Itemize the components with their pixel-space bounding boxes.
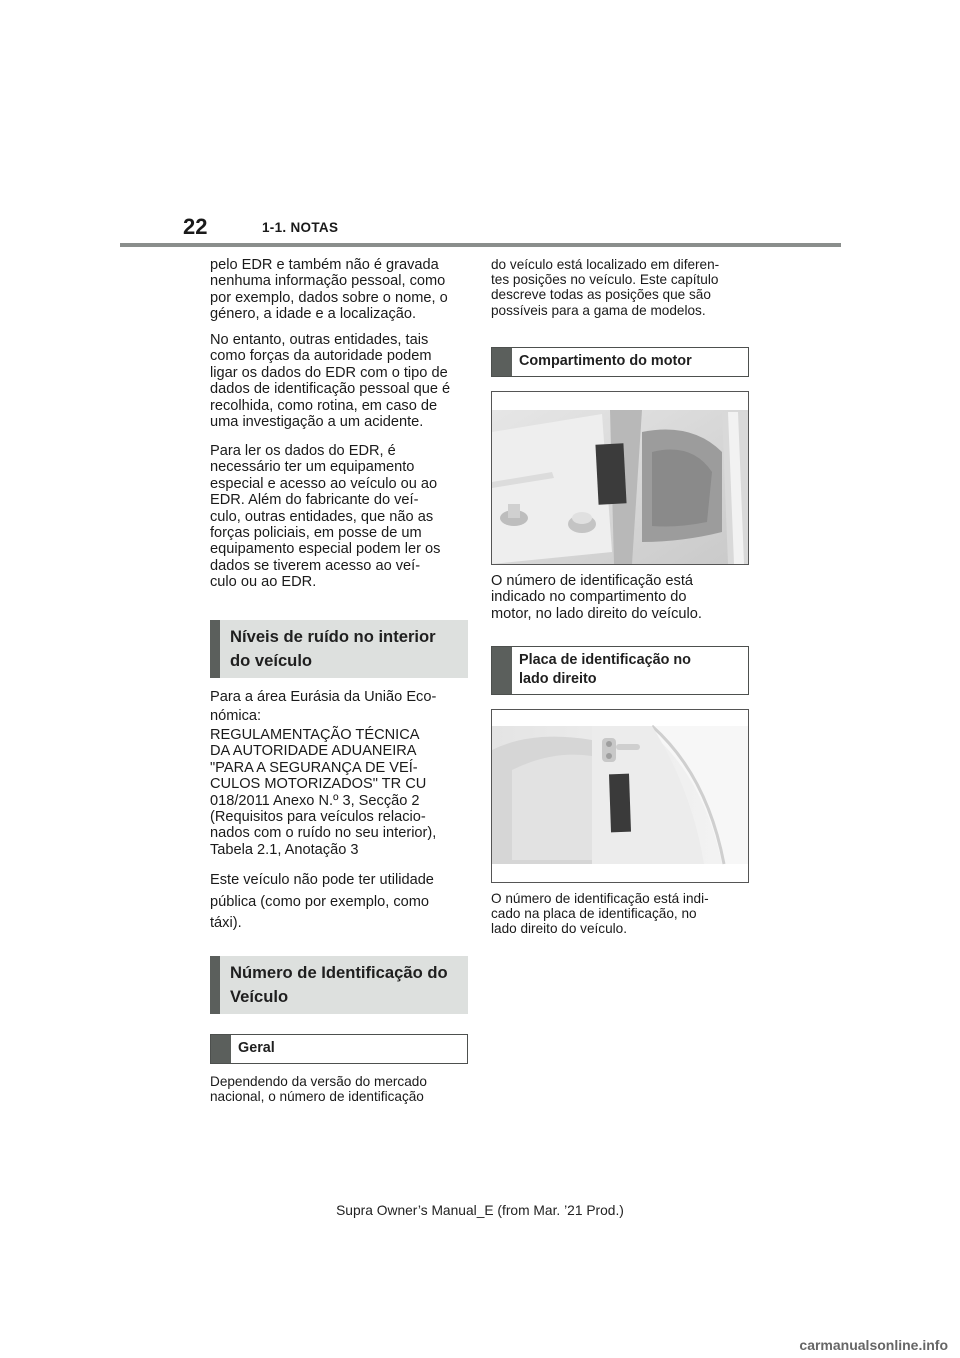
subheading-engine-compartment: Compartimento do motor	[491, 347, 749, 377]
left-paragraph-2: No entanto, outras entidades, tais como forças da autoridade podem ligar os dados do EDR com o tipo de dados de identificação pessoal que é recolhida, como rotina, em caso de uma investigação a um acidente.	[210, 332, 451, 431]
left-paragraph-4: Para a área Eurásia da União Eco- nómica:	[210, 689, 437, 724]
left-paragraph-3: Para ler os dados do EDR, é necessário ter um equipamento especial e acesso ao veículo ou ao EDR. Além do fabricante do veí- culo, outras entidades, que não as forças policiais, em posse de um equipamento especial podem ler os dados se tiverem acesso ao veí- culo ou ao EDR.	[210, 443, 441, 591]
door-pillar-image	[491, 709, 749, 883]
left-paragraph-6: Este veículo não pode ter utilidade pública (como por exemplo, como táxi).	[210, 872, 434, 931]
caption-plate: O número de identificação está indi- cado na placa de identificação, no lado direito do veículo.	[491, 891, 709, 937]
engine-compartment-image	[491, 391, 749, 565]
page-number: 22	[183, 214, 208, 239]
caption-engine: O número de identificação está indicado no compartimento do motor, no lado direito do veículo.	[491, 573, 702, 622]
door-pillar-illustration	[492, 710, 748, 882]
subheading-right-plate: Placa de identificação no lado direito	[491, 646, 749, 695]
left-paragraph-7: Dependendo da versão do mercado nacional, o número de identificação	[210, 1074, 427, 1105]
section-heading-noise: Níveis de ruído no interior do veículo	[210, 620, 468, 678]
footer-manual-title: Supra Owner’s Manual_E (from Mar. ’21 Prod.)	[336, 1203, 624, 1218]
engine-compartment-illustration	[492, 392, 748, 564]
header-rule	[120, 243, 841, 247]
left-paragraph-1: pelo EDR e também não é gravada nenhuma informação pessoal, como por exemplo, dados sobre o nome, o género, a idade e a localização.	[210, 257, 448, 323]
chapter-title: 1-1. NOTAS	[262, 220, 339, 235]
right-paragraph-1: do veículo está localizado em diferen- tes posições no veículo. Este capítulo descreve todas as posições que são possíveis para a gama de modelos.	[491, 257, 720, 318]
subheading-geral: Geral	[210, 1034, 468, 1064]
section-heading-vin: Número de Identificação do Veículo	[210, 956, 468, 1014]
watermark[interactable]: carmanualsonline.info	[799, 1337, 948, 1353]
left-paragraph-5: REGULAMENTAÇÃO TÉCNICA DA AUTORIDADE ADUANEIRA "PARA A SEGURANÇA DE VEÍ- CULOS MOTORIZADOS" TR CU 018/2011 Anexo N.º 3, Secção 2 (Requisitos para veículos relacio- nados com o ruído no seu interior), Tabela 2.1, Anotação 3	[210, 727, 437, 858]
